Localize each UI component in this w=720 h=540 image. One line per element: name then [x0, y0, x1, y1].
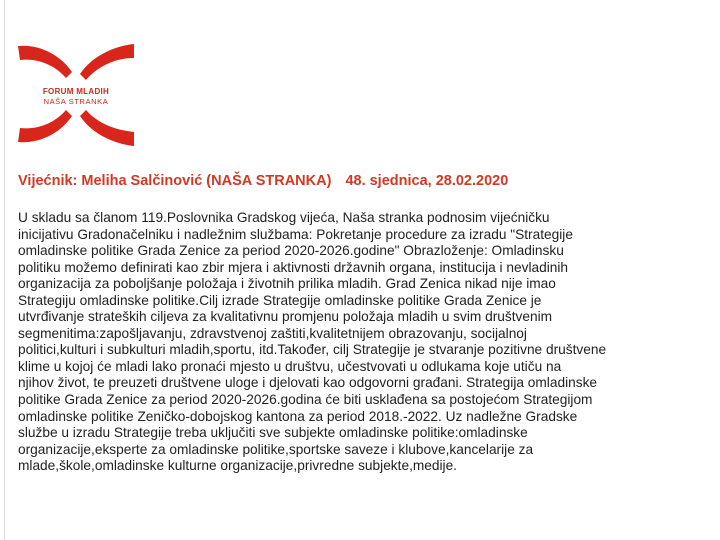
- body-line: mlade,škole,omladinske kulturne organizacije,privredne subjekte,medije.: [18, 458, 457, 474]
- body-line: politiku možemo definirati kao zbir mjera i aktivnosti državnih organa, institucija i nevladinih: [18, 259, 569, 275]
- logo-swoosh-top-left: [18, 46, 72, 78]
- body-line: politike Grada Zenice za period 2020-2026.godina će biti usklađena sa postojećom Strategijom: [18, 392, 593, 408]
- forum-mladih-logo: [16, 42, 136, 148]
- document-heading: [18, 173, 508, 189]
- body-line: službe u izradu Strategije treba uključiti sve subjekte omladinske politike:omladinske: [18, 425, 528, 441]
- body-line: Strategiju omladinske politike.Cilj izrade Strategije omladinske politike Grada Zenice je: [18, 292, 542, 308]
- session-info: 48. sjednica, 28.02.2020: [345, 173, 509, 189]
- page-edge: [4, 0, 5, 540]
- logo-title: FORUM MLADIH: [42, 87, 110, 96]
- body-line: utvrđivanje strateških ciljeva za kvalitativnu promjenu položaja mladih u svim društvenim: [18, 309, 553, 325]
- councillor-name: Vijećnik: Meliha Salčinović (NAŠA STRANKA): [18, 173, 332, 189]
- body-line: organizacija za poboljšanje položaja i životnih prilika mladih. Grad Zenica nikad nije imao: [18, 276, 556, 292]
- body-line: politici,kulturi i subkulturi mladih,sportu, itd.Također, cilj Strategije je stvaranje pozitivne društvene: [18, 342, 607, 358]
- body-line: klime u kojoj će mladi lako pronaći mjesto u društvu, učestvovati u odlukama koje utiču na: [18, 358, 562, 374]
- logo-swoosh-bottom-right: [80, 110, 134, 146]
- logo-swoosh-bottom-left: [18, 110, 72, 142]
- body-line: U skladu sa članom 119.Poslovnika Gradskog vijeća, Naša stranka podnosim vijećničku: [18, 210, 550, 225]
- body-line: njihov život, te preuzeti društvene uloge i djelovati kao odgovorni građani. Strategija omladinske: [18, 375, 598, 391]
- body-line: inicijativu Gradonačelniku i nadležnim službama: Pokretanje procedure za izradu "Strategije: [18, 226, 573, 242]
- body-line: omladinske politike Zeničko-dobojskog kantona za period 2018.-2022. Uz nadležne Gradske: [18, 408, 578, 424]
- body-line: organizacije,eksperte za omladinske politike,sportske saveze i klubove,kancelarije za: [18, 441, 534, 457]
- body-line: omladinske politike Grada Zenice za period 2020-2026.godine" Obrazloženje: Omladinsku: [18, 243, 564, 259]
- logo-subtitle: NAŠA STRANKA: [43, 97, 109, 106]
- initiative-body: [18, 210, 718, 475]
- logo-swoosh-top-right: [80, 44, 134, 80]
- body-line: segmenitima:zapošljavanju, zdravstvenoj zaštiti,kvalitetnijem obrazovanju, socijalnoj: [18, 325, 527, 341]
